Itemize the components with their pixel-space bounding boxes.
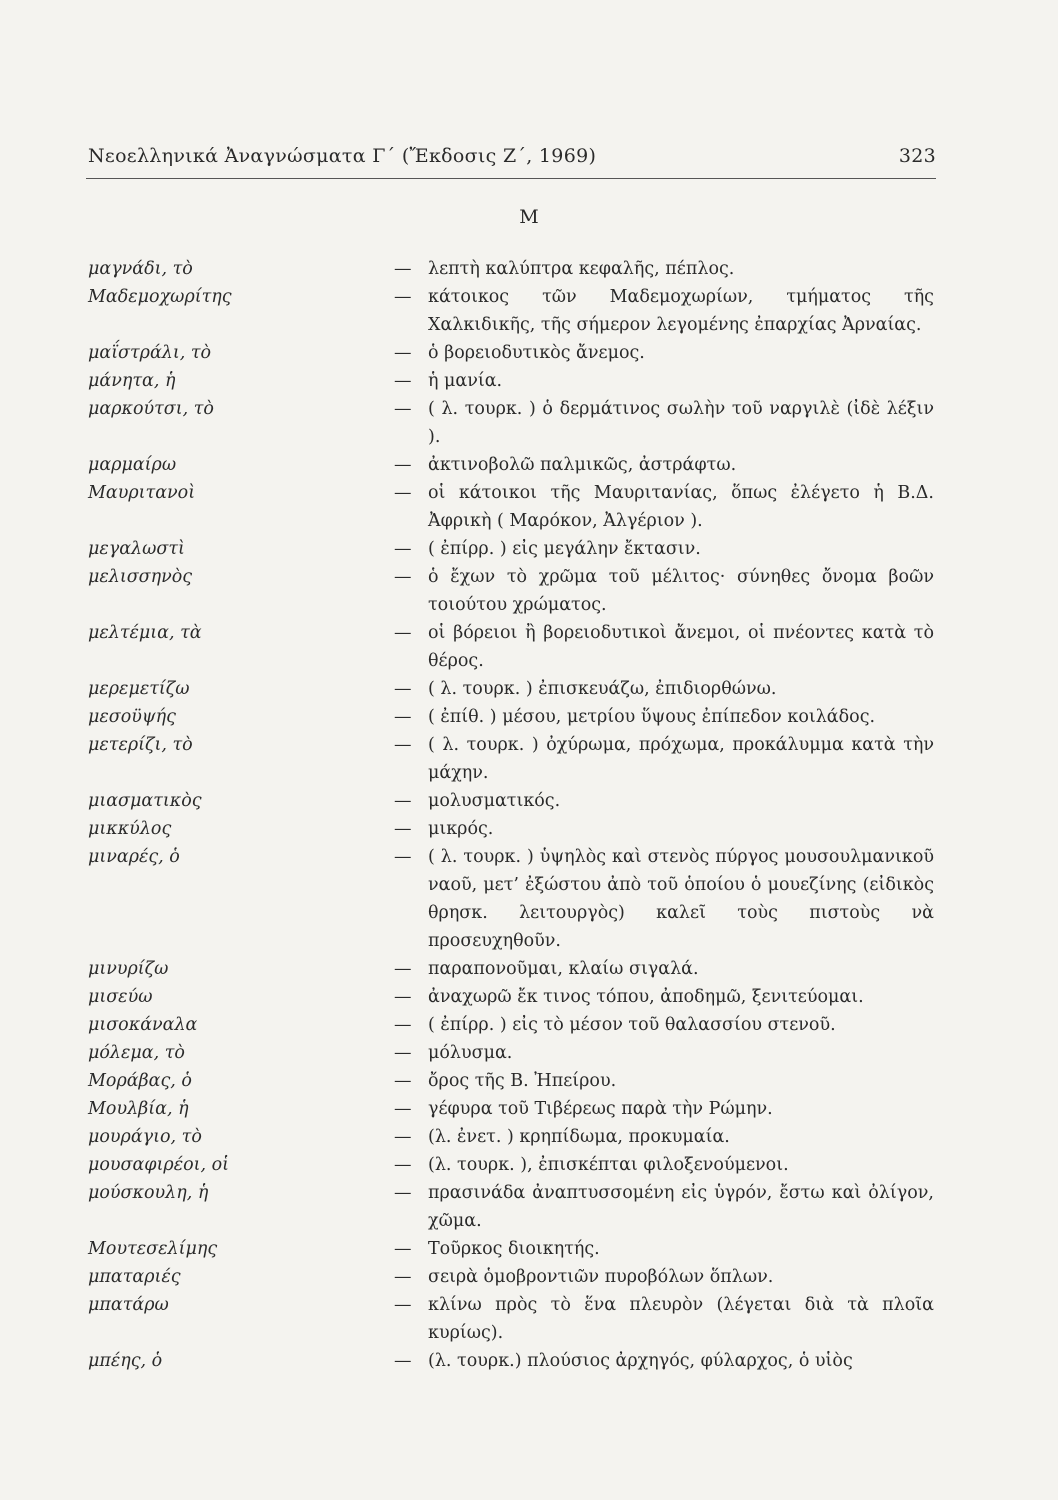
glossary-entry [88,283,948,339]
glossary-definition-block [394,1151,948,1179]
glossary-entry [88,479,948,535]
glossary-definition: (λ. τουρκ.) πλούσιος ἀρχηγός, φύλαρχος, ὁ υἱὸς [428,1351,853,1371]
glossary-term: μετερίζι, τὸ [88,735,193,755]
glossary-entry [88,983,948,1011]
entry-dash: — [394,1099,412,1119]
glossary-entry [88,1011,948,1039]
glossary-term: μαΐστράλι, τὸ [88,343,212,363]
entry-dash: — [394,987,412,1007]
glossary-term: Μαυριτανοὶ [88,483,196,503]
glossary-term: μουράγιο, τὸ [88,1127,202,1147]
glossary-definition: γέφυρα τοῦ Τιβέρεως παρὰ τὴν Ρώμην. [428,1099,773,1119]
glossary-entry [88,563,948,619]
glossary-definition-block [394,1039,948,1067]
entry-dash: — [394,399,412,419]
glossary-term: Μουτεσελίμης [88,1239,218,1259]
entry-dash: — [394,791,412,811]
glossary-term: μεσοϋψής [88,707,176,727]
glossary-definition: πρασινάδα ἀναπτυσσομένη εἰς ὑγρόν, ἔστω καὶ ὀλίγον, χῶμα. [428,1183,934,1231]
glossary-term: μελισσηνὸς [88,567,193,587]
glossary-entry [88,1263,948,1291]
glossary-entry [88,395,948,451]
entry-dash: — [394,343,412,363]
glossary-entry [88,1123,948,1151]
glossary-term: μισοκάναλα [88,1015,198,1035]
glossary-term: μεγαλωστὶ [88,539,185,559]
entry-dash: — [394,819,412,839]
glossary-entry [88,619,948,675]
glossary-definition: ( λ. τουρκ. ) ὁ δερμάτινος σωλὴν τοῦ ναργιλὲ (ἰδὲ λέξιν ). [428,399,934,447]
glossary-entry [88,255,948,283]
glossary-definition-block [394,815,948,843]
glossary-definition-block [394,283,948,339]
glossary-entry [88,787,948,815]
glossary-definition: ἀναχωρῶ ἔκ τινος τόπου, ἀποδημῶ, ξενιτεύομαι. [428,987,864,1007]
glossary-definition: ( ἐπίρρ. ) εἰς μεγάλην ἔκτασιν. [428,539,701,559]
glossary-term: μαρμαίρω [88,455,177,475]
glossary-definition-block [394,1263,948,1291]
glossary-definition: ( λ. τουρκ. ) ἐπισκευάζω, ἐπιδιορθώνω. [428,679,777,699]
glossary-definition-block [394,787,948,815]
glossary-definition: οἱ βόρειοι ἢ βορειοδυτικοὶ ἄνεμοι, οἱ πνέοντες κατὰ τὸ θέρος. [428,623,934,671]
glossary-definition-block [394,843,948,955]
glossary-entry [88,1039,948,1067]
glossary-definition-block [394,1179,948,1235]
glossary-entry [88,1347,948,1375]
glossary-definition: ( λ. τουρκ. ) ὀχύρωμα, πρόχωμα, προκάλυμμα κατὰ τὴν μάχην. [428,735,934,783]
glossary-list [88,255,948,1375]
entry-dash: — [394,707,412,727]
glossary-definition-block [394,1095,948,1123]
glossary-definition: (λ. ἐνετ. ) κρηπίδωμα, προκυμαία. [428,1127,730,1147]
glossary-term: Μοράβας, ὁ [88,1071,192,1091]
glossary-term: Μαδεμοχωρίτης [88,287,232,307]
glossary-entry [88,843,948,955]
glossary-definition: ( ἐπίθ. ) μέσου, μετρίου ὕψους ἐπίπεδον κοιλάδος. [428,707,876,727]
glossary-definition-block [394,1123,948,1151]
glossary-definition: ἡ μανία. [428,371,503,391]
glossary-definition-block [394,1347,948,1375]
entry-dash: — [394,1267,412,1287]
entry-dash: — [394,287,412,307]
glossary-entry [88,815,948,843]
glossary-term: μελτέμια, τὰ [88,623,202,643]
header-rule [86,178,936,179]
glossary-definition: (λ. τουρκ. ), ἐπισκέπται φιλοξενούμενοι. [428,1155,789,1175]
glossary-term: μισεύω [88,987,153,1007]
glossary-term: μιασματικὸς [88,791,202,811]
glossary-entry [88,1235,948,1263]
glossary-entry [88,675,948,703]
running-title: Νεοελληνικά Ἀναγνώσματα Γ΄ (Ἔκδοσις Ζ΄, 1969) [88,145,597,167]
entry-dash: — [394,567,412,587]
glossary-definition-block [394,619,948,675]
glossary-entry [88,703,948,731]
glossary-entry [88,1067,948,1095]
glossary-definition-block [394,1291,948,1347]
glossary-definition-block [394,451,948,479]
glossary-definition: ( λ. τουρκ. ) ὑψηλὸς καὶ στενὸς πύργος μουσουλμανικοῦ ναοῦ, μετ’ ἐξώστου ἀπὸ τοῦ ὁποίου ὁ μουεζίνης (εἰδικὸς θρησκ. λειτουργὸς) καλεῖ τοὺς πιστοὺς νὰ προσευχηθοῦν. [428,847,934,951]
running-header [88,145,936,167]
glossary-definition-block [394,983,948,1011]
glossary-term: μουσαφιρέοι, οἱ [88,1155,230,1175]
glossary-entry [88,339,948,367]
glossary-definition-block [394,675,948,703]
glossary-definition: ἀκτινοβολῶ παλμικῶς, ἀστράφτω. [428,455,737,475]
glossary-definition: κάτοικος τῶν Μαδεμοχωρίων, τμήματος τῆς Χαλκιδικῆς, τῆς σήμερον λεγομένης ἐπαρχίας Ἀρναίας. [428,287,934,335]
section-letter: Μ [519,206,539,228]
entry-dash: — [394,259,412,279]
glossary-term: μόλεμα, τὸ [88,1043,185,1063]
glossary-definition: ὁ βορειοδυτικὸς ἄνεμος. [428,343,645,363]
glossary-term: μαγνάδι, τὸ [88,259,193,279]
glossary-definition: κλίνω πρὸς τὸ ἕνα πλευρὸν (λέγεται διὰ τὰ πλοῖα κυρίως). [428,1295,934,1343]
entry-dash: — [394,679,412,699]
glossary-term: μπαταριές [88,1267,181,1287]
glossary-term: μικκύλος [88,819,172,839]
entry-dash: — [394,1043,412,1063]
glossary-definition: παραπονοῦμαι, κλαίω σιγαλά. [428,959,699,979]
glossary-definition: ὁ ἔχων τὸ χρῶμα τοῦ μέλιτος· σύνηθες ὄνομα βοῶν τοιούτου χρώματος. [428,567,934,615]
glossary-definition: Τοῦρκος διοικητής. [428,1239,600,1259]
entry-dash: — [394,483,412,503]
glossary-entry [88,1095,948,1123]
glossary-entry [88,535,948,563]
glossary-term: μινυρίζω [88,959,169,979]
glossary-term: μπατάρω [88,1295,169,1315]
entry-dash: — [394,623,412,643]
glossary-definition-block [394,479,948,535]
glossary-entry [88,1291,948,1347]
entry-dash: — [394,539,412,559]
glossary-definition-block [394,563,948,619]
glossary-term: μερεμετίζω [88,679,190,699]
glossary-definition-block [394,367,948,395]
glossary-term: μούσκουλη, ἡ [88,1183,209,1203]
glossary-definition-block [394,955,948,983]
glossary-term: μάνητα, ἡ [88,371,176,391]
glossary-entry [88,1151,948,1179]
entry-dash: — [394,455,412,475]
glossary-definition-block [394,535,948,563]
glossary-term: μαρκούτσι, τὸ [88,399,214,419]
glossary-term: μπέης, ὁ [88,1351,163,1371]
entry-dash: — [394,1127,412,1147]
entry-dash: — [394,1183,412,1203]
glossary-entry [88,367,948,395]
glossary-definition-block [394,703,948,731]
glossary-definition-block [394,1011,948,1039]
entry-dash: — [394,1155,412,1175]
entry-dash: — [394,371,412,391]
glossary-definition-block [394,1235,948,1263]
entry-dash: — [394,1239,412,1259]
glossary-definition-block [394,395,948,451]
glossary-entry [88,731,948,787]
glossary-definition: λεπτὴ καλύπτρα κεφαλῆς, πέπλος. [428,259,735,279]
glossary-term: μιναρές, ὁ [88,847,180,867]
glossary-entry [88,955,948,983]
entry-dash: — [394,1015,412,1035]
entry-dash: — [394,959,412,979]
glossary-entry [88,1179,948,1235]
entry-dash: — [394,1351,412,1371]
glossary-definition: μόλυσμα. [428,1043,513,1063]
entry-dash: — [394,847,412,867]
glossary-definition-block [394,255,948,283]
glossary-definition: οἱ κάτοικοι τῆς Μαυριτανίας, ὅπως ἐλέγετο ἡ Β.Δ. Ἀφρικὴ ( Μαρόκον, Ἀλγέριον ). [428,483,934,531]
entry-dash: — [394,735,412,755]
page-number: 323 [898,145,936,167]
glossary-definition: σειρὰ ὁμοβροντιῶν πυροβόλων ὅπλων. [428,1267,774,1287]
glossary-entry [88,451,948,479]
glossary-definition-block [394,339,948,367]
glossary-term: Μουλβία, ἡ [88,1099,189,1119]
glossary-definition: μολυσματικός. [428,791,561,811]
entry-dash: — [394,1071,412,1091]
entry-dash: — [394,1295,412,1315]
glossary-definition: μικρός. [428,819,494,839]
glossary-definition-block [394,1067,948,1095]
glossary-definition-block [394,731,948,787]
glossary-definition: ( ἐπίρρ. ) εἰς τὸ μέσον τοῦ θαλασσίου στενοῦ. [428,1015,836,1035]
glossary-definition: ὄρος τῆς Β. Ἠπείρου. [428,1071,617,1091]
